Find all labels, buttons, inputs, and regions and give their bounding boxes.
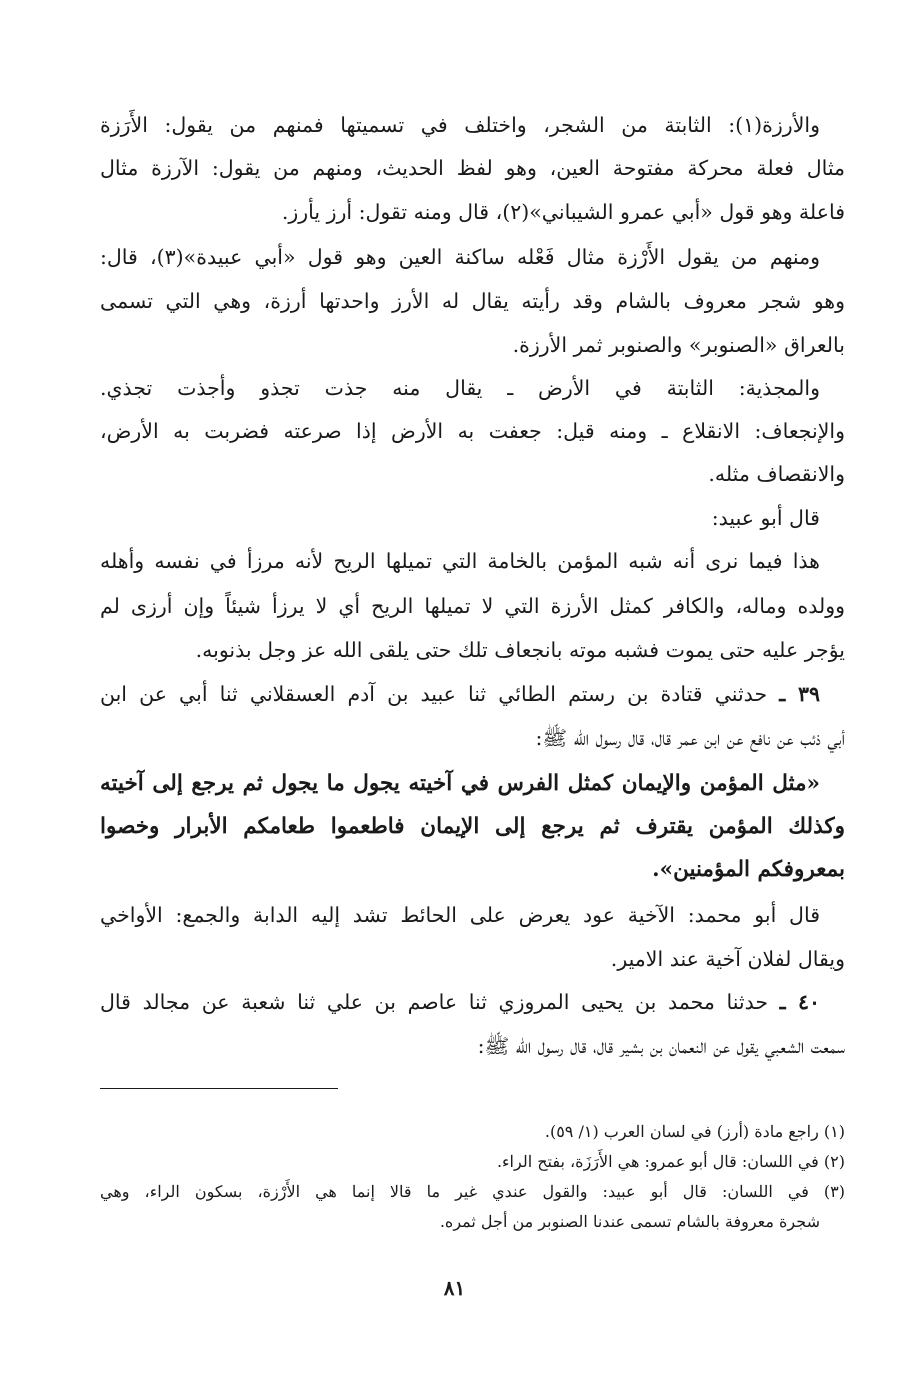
text-line: والإنجعاف: الانقلاع ـ ومنه قيل: جعفت به الأرض إذا صرعته فضربت به الأرض، — [100, 419, 845, 443]
text-line: «مثل المؤمن والإيمان كمثل الفرس في آخيته يجول ما يجول ثم يرجع إلى آخيته — [100, 771, 820, 796]
text-line: وولده وماله، والكافر كمثل الأرزة التي لا تميلها الريح أي لا يرزأ شيئاً وإن أرزى لم — [100, 594, 845, 618]
text-line: ويقال لفلان آخية عند الامير. — [610, 947, 845, 971]
page-number: ٨١ — [443, 1276, 466, 1300]
hadith-number: ٣٩ ـ — [779, 682, 820, 706]
text-line: قال أبو عبيد: — [711, 506, 820, 530]
footnote-line: (٣) في اللسان: قال أبو عبيد: والقول عندي غير ما قالا إنما هي الأَرْزة، بسكون الراء، وهي — [100, 1182, 845, 1201]
text-line: وكذلك المؤمن يقترف ثم يرجع إلى الإيمان فاطعموا طعامكم الأبرار وخصوا — [100, 814, 845, 839]
text-line: وهو شجر معروف بالشام وقد رأيته يقال له الأرز واحدتها أرزة، وهي التي تسمى — [100, 289, 845, 313]
text-line: ٤٠ ـ حدثنا محمد بن يحيى المروزي ثنا عاصم بن علي ثنا شعبة عن مجالد قال — [100, 990, 820, 1014]
footnote-separator — [100, 1088, 338, 1089]
text-line: والانقصاف مثله. — [708, 462, 845, 486]
hadith-number: ٤٠ ـ — [779, 990, 820, 1014]
footnotes — [100, 1118, 845, 1248]
text-line: قال أبو محمد: الآخية عود يعرض على الحائط تشد إليه الدابة والجمع: الأواخي — [100, 903, 820, 927]
footnote-line: (٢) في اللسان: قال أبو عمرو: هي الأَرَزَة، بفتح الراء. — [496, 1152, 845, 1171]
footnote-line: (١) راجع مادة (أرز) في لسان العرب (١/ ٥٩). — [544, 1122, 845, 1141]
text-line: سمعت الشعبي يقول عن النعمان بن بشير قال، قال رسول الله ﷺ: — [477, 1034, 845, 1058]
text-line: هذا فيما نرى أنه شبه المؤمن بالخامة التي تميلها الريح لأنه مرزأ في نفسه وأهله — [100, 549, 820, 573]
text-line: بمعروفكم المؤمنين». — [652, 857, 845, 882]
text-line: والمجذية: الثابتة في الأرض ـ يقال منه جذت تجذو وأجذت تجذي. — [100, 376, 820, 400]
text-line: ومنهم من يقول الأَرْزة مثال فَعْله ساكنة العين وهو قول «أبي عبيدة»(٣)، قال: — [100, 245, 820, 269]
footnote-line: شجرة معروفة بالشام تسمى عندنا الصنوبر من أجل ثمره. — [439, 1212, 820, 1231]
text-line: أبي ذئب عن نافع عن ابن عمر قال، قال رسول الله ﷺ: — [535, 726, 845, 750]
text-line: بالعراق «الصنوبر» والصنوبر ثمر الأرزة. — [512, 333, 845, 357]
text-line: يؤجر عليه حتى يموت فشبه موته بانجعاف تلك حتى يلقى الله عز وجل بذنوبه. — [195, 638, 845, 662]
text-line: مثال فعلة محركة مفتوحة العين، وهو لفظ الحديث، ومنهم من يقول: الآرزة مثال — [100, 156, 845, 180]
text-line: فاعلة وهو قول «أبي عمرو الشيباني»(٢)، قال ومنه تقول: أرز يأرز. — [281, 200, 845, 224]
text-line: والأرزة(١): الثابتة من الشجر، واختلف في تسميتها فمنهم من يقول: الأَرَزة — [100, 113, 820, 137]
text-line: ٣٩ ـ حدثني قتادة بن رستم الطائي ثنا عبيد بن آدم العسقلاني ثنا أبي عن ابن — [100, 682, 820, 706]
